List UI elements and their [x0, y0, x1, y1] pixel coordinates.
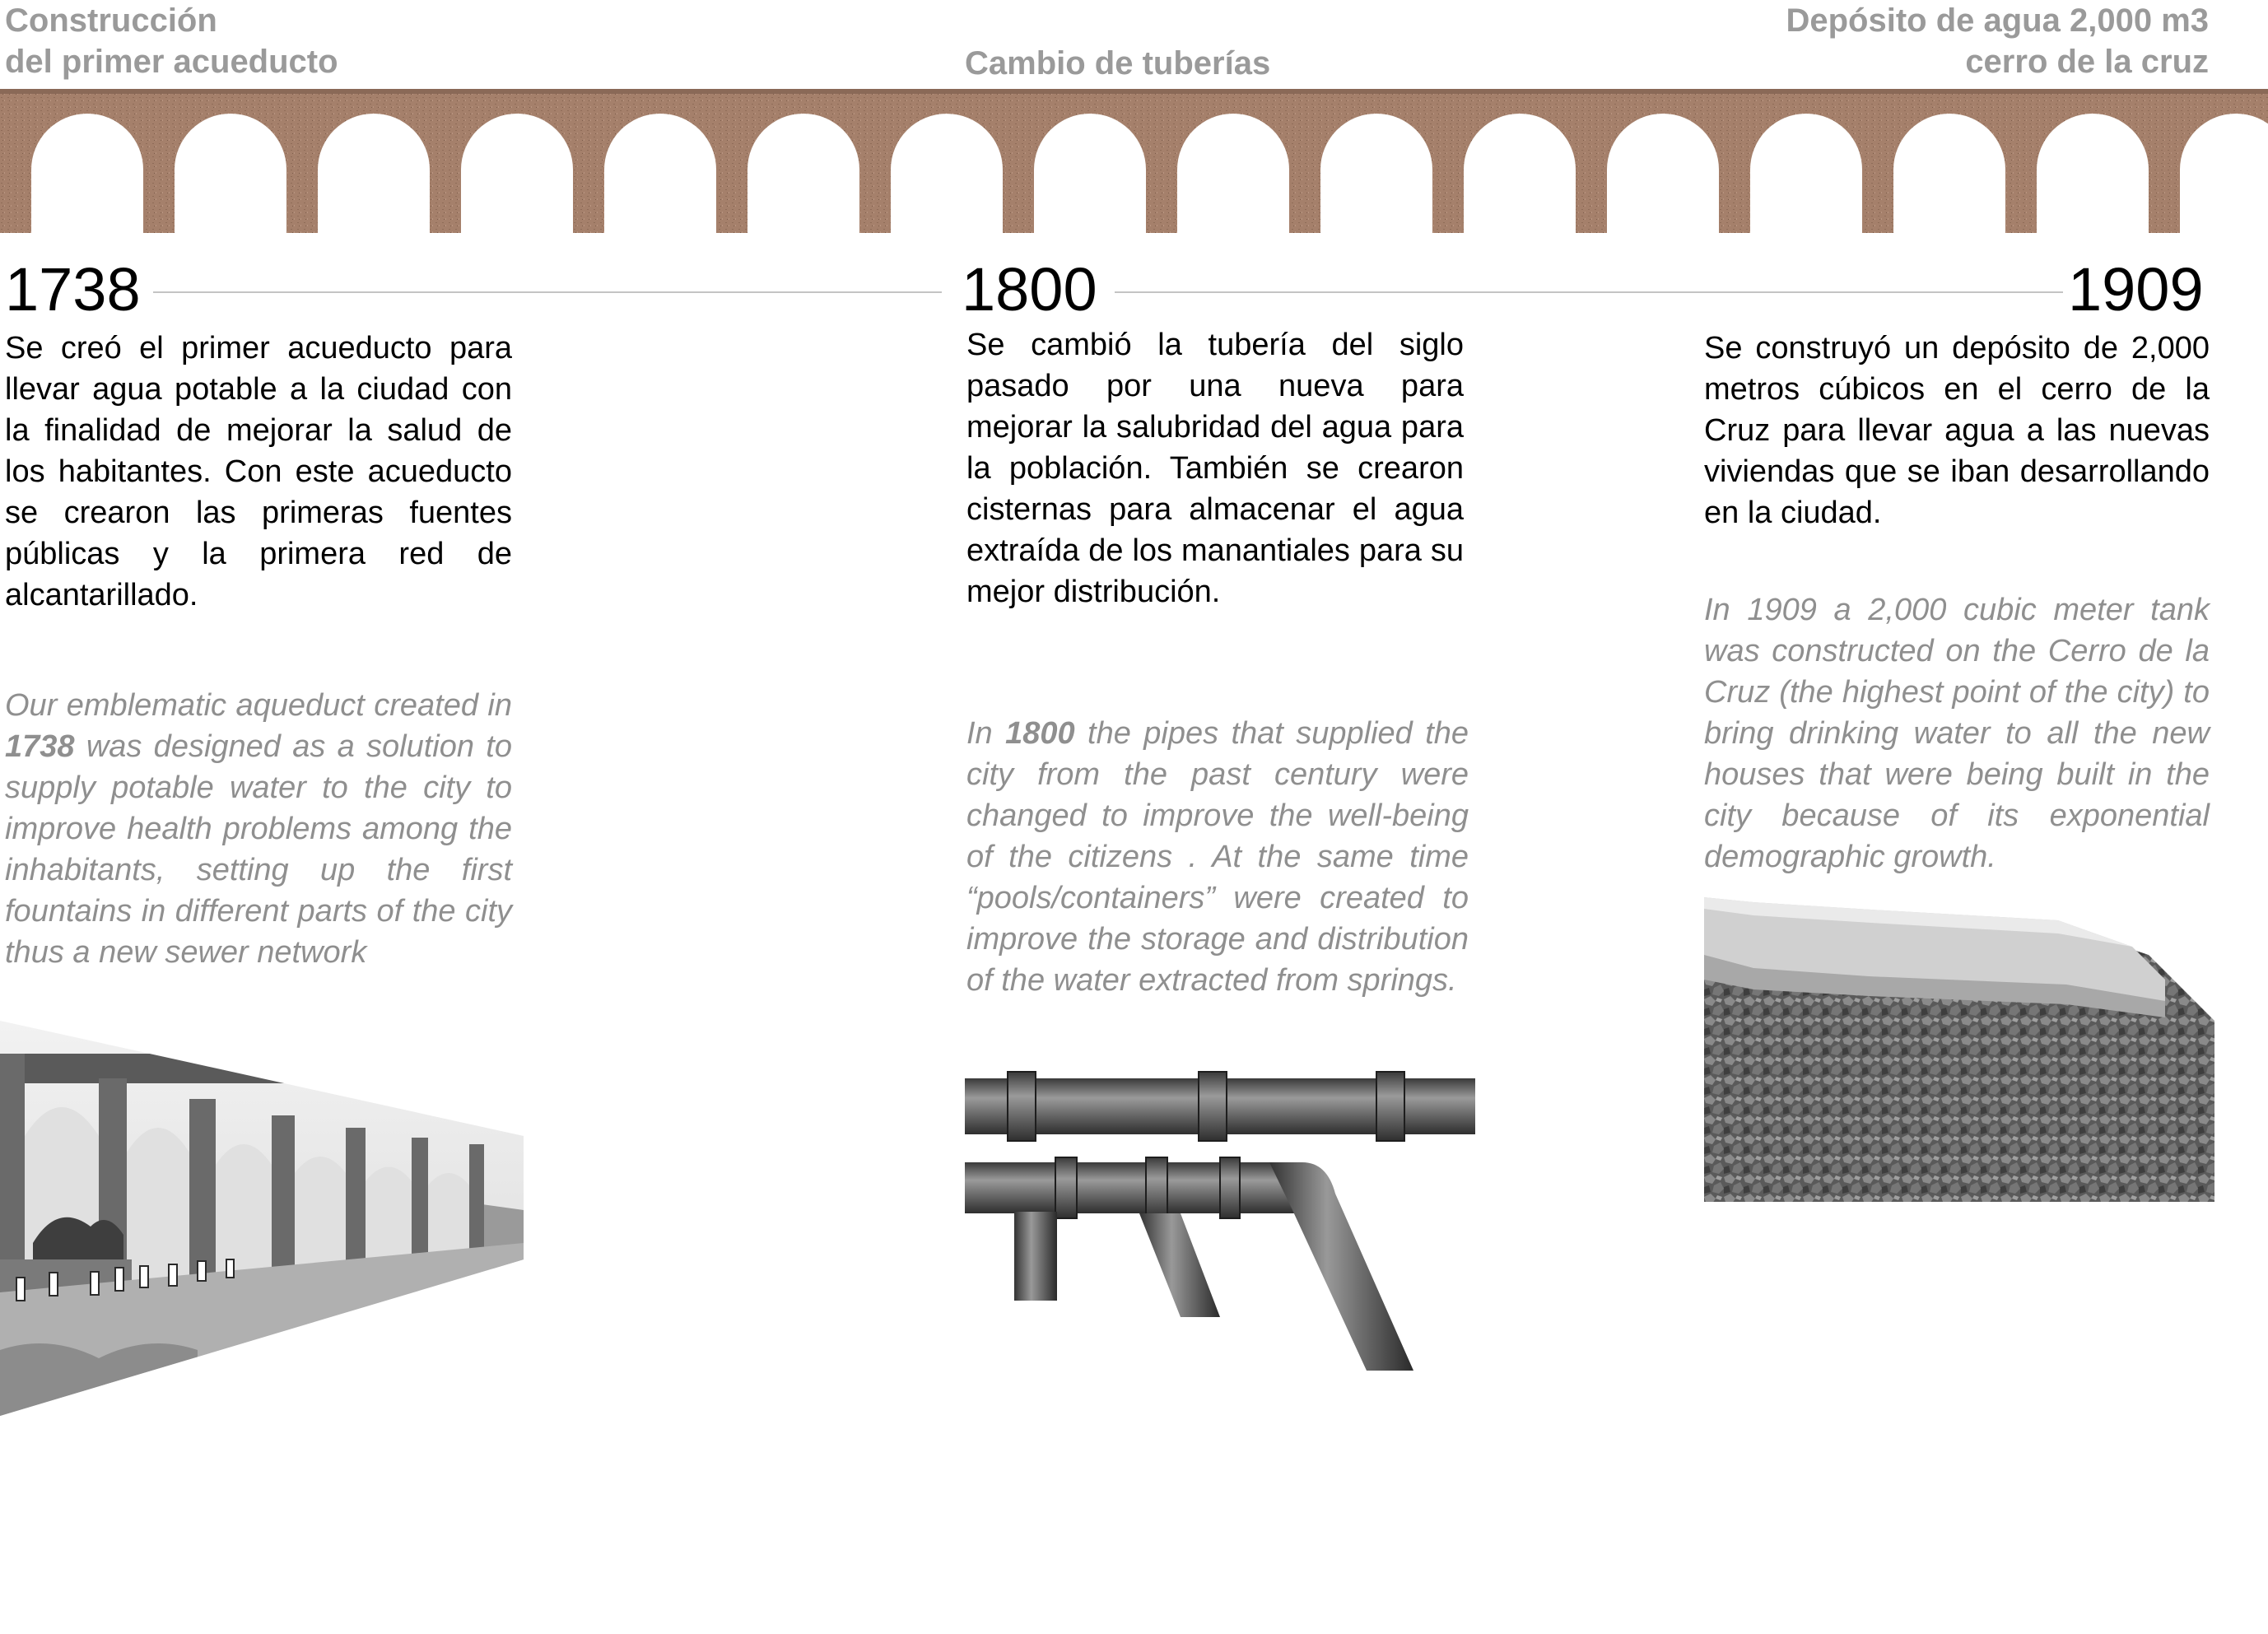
header-label-line: Construcción — [5, 2, 217, 39]
header-label-line: del primer acueducto — [5, 44, 338, 80]
description-english-1738 — [5, 685, 512, 973]
aqueduct-arch-opening — [1464, 114, 1576, 233]
header-label-line: Cambio de tuberías — [965, 45, 1271, 81]
aqueduct-arch-opening — [604, 114, 716, 233]
english-year-bold: 1738 — [5, 729, 75, 764]
water-tank-photo — [1704, 897, 2214, 1202]
aqueduct-arch-opening — [318, 114, 430, 233]
english-text-segment: Our emblematic aqueduct created in — [5, 688, 512, 723]
english-year-bold: 1800 — [1005, 716, 1075, 751]
aqueduct-arch-opening — [891, 114, 1003, 233]
timeline-line — [1115, 291, 2063, 293]
description-spanish-1738: Se creó el primer acueducto para llevar agua potable a la ciudad con la finalidad de mejorar la salud de los habitantes. Con este acueducto se crearon las primeras fuentes públicas y la primera red de alcantarillado. — [5, 331, 512, 612]
year-1909: 1909 — [2068, 255, 2204, 324]
aqueduct-arch-opening — [461, 114, 573, 233]
aqueduct-arch-opening — [1177, 114, 1289, 233]
header-label-water-tank — [1786, 0, 2209, 82]
english-text-segment: In — [966, 716, 1006, 751]
aqueduct-arch-opening — [1750, 114, 1862, 233]
aqueduct-arch-opening — [1320, 114, 1432, 233]
aqueduct-arch-opening — [2037, 114, 2149, 233]
aqueduct-historic-photo — [0, 1021, 524, 1416]
description-spanish-1909: Se construyó un depósito de 2,000 metros cúbicos en el cerro de la Cruz para llevar agua a las nuevas viviendas que se iban desarrollando en la ciudad. — [1704, 331, 2210, 530]
aqueduct-arch-opening — [1034, 114, 1146, 233]
aqueduct-arch-opening — [1607, 114, 1719, 233]
timeline-line — [153, 291, 942, 293]
header-label-line: cerro de la cruz — [1965, 44, 2209, 80]
description-english-1800 — [966, 713, 1469, 1001]
description-spanish-1800: Se cambió la tubería del siglo pasado por una nueva para mejorar la salubridad del agua para la población. También se crearon cisternas para almacenar el agua extraída de los manantiales para su mejor distribución. — [966, 328, 1464, 609]
header-label-line: Depósito de agua 2,000 m3 — [1786, 2, 2209, 39]
english-text-segment: the pipes that supplied the city from the past century were changed to improve the well-being of the citizens . At the same time “pools/containers” were created to improve the storage and distribution of the water extracted from springs. — [966, 716, 1469, 998]
description-english-1909: In 1909 a 2,000 cubic meter tank was constructed on the Cerro de la Cruz (the highest point of the city) to bring drinking water to all the new houses that were being built in the city because of its exponential demographic growth. — [1704, 593, 2210, 874]
year-1800: 1800 — [962, 255, 1097, 324]
aqueduct-arch-opening — [175, 114, 286, 233]
pipes-photo — [965, 1070, 1475, 1375]
header-label-pipe-change — [965, 43, 1270, 84]
english-text-segment: was designed as a solution to supply potable water to the city to improve health problems among the inhabitants, setting up the first fountains in different parts of the city thus a new sewer network — [5, 729, 512, 970]
header-label-first-aqueduct — [5, 0, 338, 82]
aqueduct-arch-opening — [1893, 114, 2005, 233]
aqueduct-arches-band — [0, 89, 2268, 233]
aqueduct-arch-opening — [31, 114, 143, 233]
aqueduct-arch-opening — [747, 114, 859, 233]
year-1738: 1738 — [5, 255, 141, 324]
